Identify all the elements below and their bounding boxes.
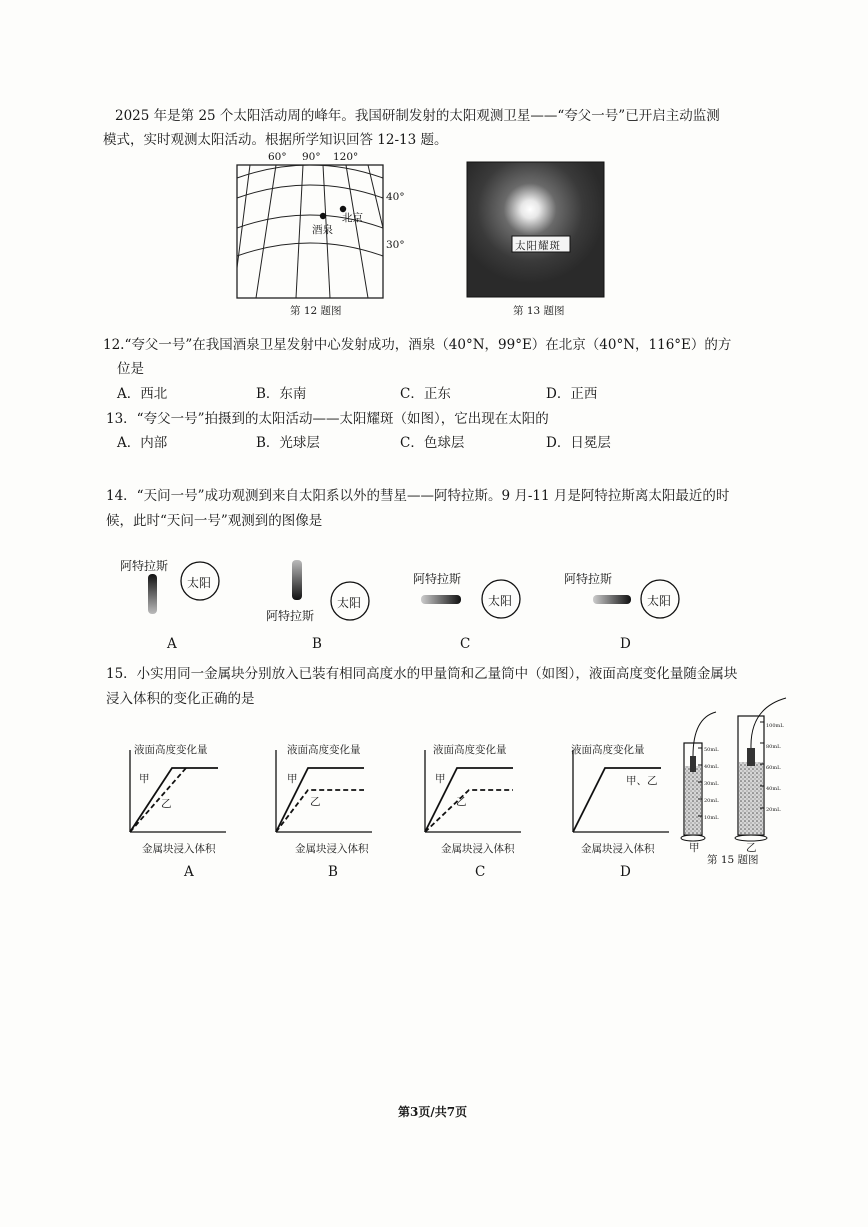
intro-line-1: 2025 年是第 25 个太阳活动周的峰年。我国研制发射的太阳观测卫星——“夸父一号”已开启主动监测: [115, 108, 720, 124]
fig12-lat-30: 30°: [386, 239, 405, 251]
q15-c-ylabel: 液面高度变化量: [433, 744, 507, 756]
q14-d-sun-label: 太阳: [647, 594, 672, 608]
small-tick-label: 50mL: [704, 747, 719, 753]
intro-line-2: 模式，实时观测太阳活动。根据所学知识回答 12-13 题。: [103, 132, 448, 148]
fig13-flare-photo: [467, 162, 604, 297]
q15-a-jia: 甲: [139, 773, 150, 785]
q15-c-yi: 乙: [456, 796, 467, 808]
q15-large-cylinder-scale: [766, 716, 784, 821]
fig12-city-beijing: 北京: [342, 212, 363, 224]
q15-b-yi: 乙: [310, 796, 321, 808]
q15-fig-caption: 第 15 题图: [707, 854, 759, 866]
fig12-city-jiuquan: 酒泉: [312, 224, 333, 236]
q15-option-c[interactable]: C: [475, 864, 486, 880]
q13-option-b[interactable]: B．光球层: [256, 435, 320, 451]
fig12-caption: 第 12 题图: [290, 305, 342, 317]
small-tick-label: 20mL: [704, 798, 719, 804]
q13-option-d[interactable]: D．日冕层: [546, 435, 611, 451]
q14-option-d[interactable]: D: [620, 636, 631, 652]
q13-option-a[interactable]: A．内部: [117, 435, 168, 451]
q15-a-ylabel: 液面高度变化量: [134, 744, 208, 756]
q15-cylinder-jia-label: 甲: [689, 842, 700, 854]
q15-graph-a: [122, 748, 232, 838]
q12-option-a[interactable]: A．西北: [117, 386, 168, 402]
small-tick-label: 30mL: [704, 781, 719, 787]
q14-option-b[interactable]: B: [312, 636, 322, 652]
q15-graph-b: [268, 748, 378, 838]
q15-cylinder-yi-label: 乙: [746, 842, 757, 854]
large-tick-label: 100mL: [766, 723, 784, 729]
q13-stem: 13．“夸父一号”拍摄到的太阳活动——太阳耀斑（如图），它出现在太阳的: [106, 411, 549, 427]
fig12-lon-90: 90°: [302, 151, 321, 163]
q15-option-b[interactable]: B: [328, 864, 338, 880]
q14-c-comet-label: 阿特拉斯: [413, 572, 462, 586]
q14-stem-line-2: 候，此时“天问一号”观测到的图像是: [106, 513, 323, 529]
q15-a-yi: 乙: [161, 798, 172, 810]
q15-b-xlabel: 金属块浸入体积: [295, 843, 369, 855]
q15-b-ylabel: 液面高度变化量: [287, 744, 361, 756]
q14-a-sun-label: 太阳: [187, 576, 212, 590]
q12-stem-line-1: 12.“夸父一号”在我国酒泉卫星发射中心发射成功，酒泉（40°N，99°E）在北京（40°N，116°E）的方: [103, 337, 732, 353]
fig12-lat-40: 40°: [386, 191, 405, 203]
large-tick-label: 60mL: [766, 765, 781, 771]
small-tick-label: 10mL: [704, 815, 719, 821]
q15-option-a[interactable]: A: [184, 864, 194, 880]
q14-stem-line-1: 14．“天问一号”成功观测到来自太阳系以外的彗星——阿特拉斯。9 月-11 月是阿特拉斯离太阳最近的时: [106, 488, 730, 504]
q14-comet-diagrams: [110, 555, 710, 635]
q15-c-jia: 甲: [435, 773, 446, 785]
q12-option-d[interactable]: D．正西: [546, 386, 598, 402]
q15-stem-line-1: 15．小实用同一金属块分别放入已装有相同高度水的甲量筒和乙量筒中（如图），液面高度变化量随金属块: [106, 666, 738, 682]
q15-small-cylinder-scale: [704, 742, 718, 827]
q13-option-c[interactable]: C．色球层: [400, 435, 465, 451]
page-footer: 第3页/共7页: [398, 1105, 468, 1119]
q14-a-comet-label: 阿特拉斯: [120, 559, 169, 573]
small-tick-label: 40mL: [704, 764, 719, 770]
q15-d-xlabel: 金属块浸入体积: [581, 843, 655, 855]
q12-option-c[interactable]: C．正东: [400, 386, 451, 402]
q14-option-c[interactable]: C: [460, 636, 471, 652]
q14-option-a[interactable]: A: [167, 636, 177, 652]
fig13-caption: 第 13 题图: [513, 305, 565, 317]
q15-option-d[interactable]: D: [620, 864, 631, 880]
q12-option-b[interactable]: B．东南: [256, 386, 307, 402]
q15-d-both: 甲、乙: [626, 775, 658, 787]
q14-c-sun-label: 太阳: [488, 594, 513, 608]
q15-a-xlabel: 金属块浸入体积: [142, 843, 216, 855]
q15-graph-d: [565, 748, 675, 838]
q14-b-sun-label: 太阳: [337, 596, 362, 610]
q14-b-comet-label: 阿特拉斯: [266, 609, 315, 623]
fig12-lon-60: 60°: [268, 151, 287, 163]
q15-stem-line-2: 浸入体积的变化正确的是: [106, 691, 255, 707]
q15-b-jia: 甲: [287, 773, 298, 785]
fig13-label: 太阳耀斑: [515, 240, 561, 252]
q15-graph-c: [417, 748, 527, 838]
q15-c-xlabel: 金属块浸入体积: [441, 843, 515, 855]
large-tick-label: 20mL: [766, 807, 781, 813]
large-tick-label: 40mL: [766, 786, 781, 792]
q15-d-ylabel: 液面高度变化量: [571, 744, 645, 756]
q14-d-comet-label: 阿特拉斯: [564, 572, 613, 586]
fig12-lon-120: 120°: [333, 151, 359, 163]
q12-stem-line-2: 位是: [117, 361, 144, 377]
large-tick-label: 80mL: [766, 744, 781, 750]
